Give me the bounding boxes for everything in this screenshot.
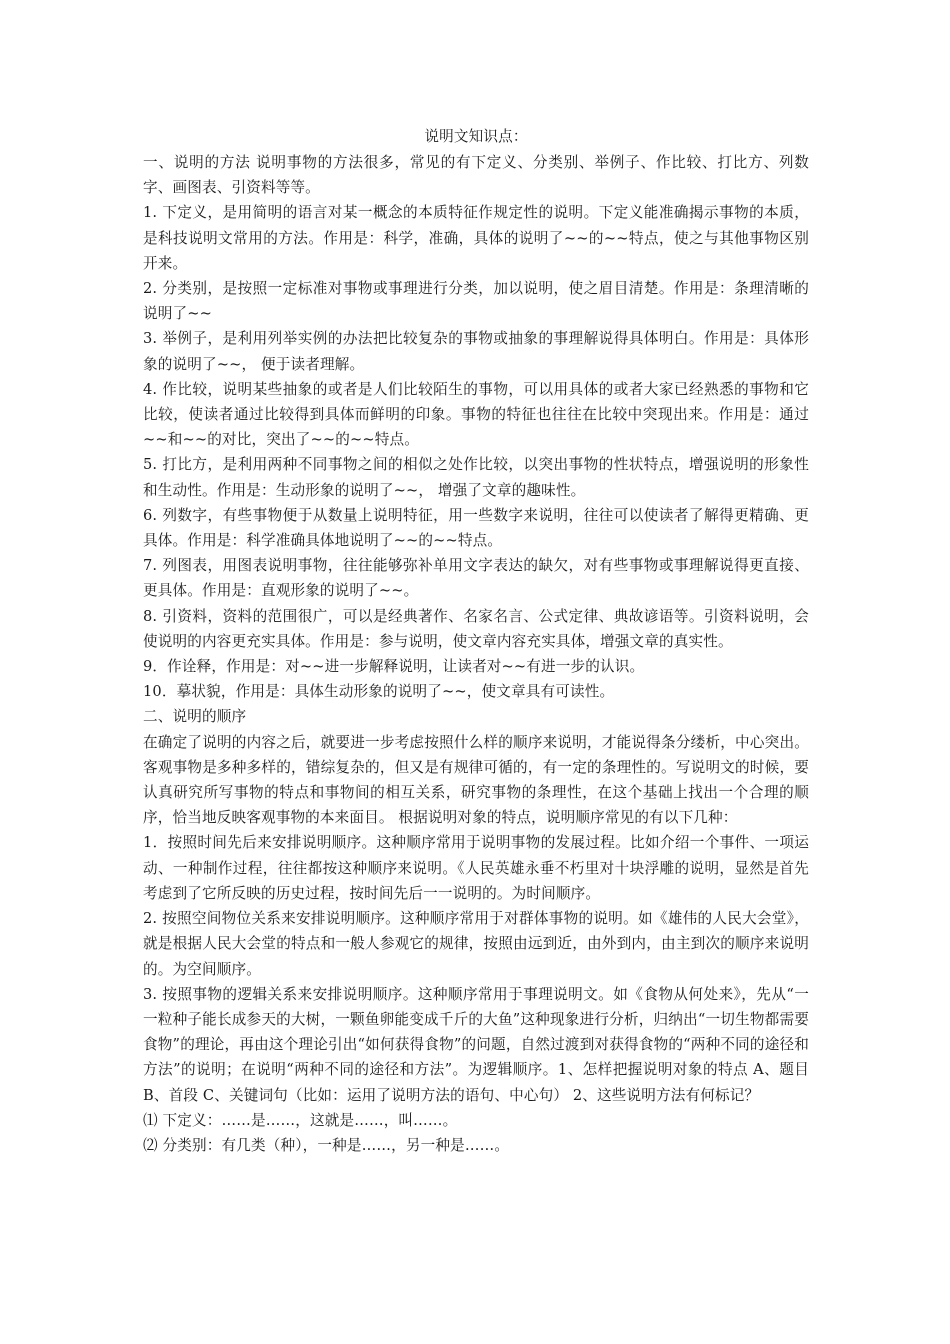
paragraph-marker-definition: ⑴ 下定义：……是……，这就是……，叫……。 [143,1111,458,1129]
paragraph-example: 3. 举例子，是利用列举实例的办法把比较复杂的事物或抽象的事理解说得具体明白。作用是：具体形象的说明了~~， 便于读者理解。 [143,330,809,373]
paragraph-charts: 7. 列图表，用图表说明事物，往往能够弥补单用文字表达的缺欠，对有些事物或事理解说得更直接、更具体。作用是：直观形象的说明了~~。 [143,557,809,600]
paragraph-order-intro: 在确定了说明的内容之后，就要进一步考虑按照什么样的顺序来说明，才能说得条分缕析，中心突出。客观事物是多种多样的，错综复杂的，但又是有规律可循的，有一定的条理性的。写说明文的时候，要认真研究所写事物的特点和事物间的相互关系，研究事物的条理性，在这个基础上找出一个合理的顺序，恰当地反映客观事物的本来面目。 根据说明对象的特点，说明顺序常见的有以下几种： [143,733,809,827]
paragraph-marker-classification: ⑵ 分类别：有几类（种），一种是……，另一种是……。 [143,1136,510,1154]
paragraph-interpretation: 9．作诠释，作用是：对~~进一步解释说明，让读者对~~有进一步的认识。 [143,658,645,676]
paragraph-citation: 8. 引资料，资料的范围很广，可以是经典著作、名家名言、公式定律、典故谚语等。引资料说明，会使说明的内容更充实具体。作用是：参与说明，使文章内容充实具体，增强文章的真实性。 [143,607,809,650]
paragraph-definition: 1. 下定义，是用简明的语言对某一概念的本质特征作规定性的说明。下定义能准确揭示事物的本质，是科技说明文常用的方法。作用是：科学，准确，具体的说明了~~的~~特点，使之与其他事物区别开来。 [143,204,809,272]
paragraph-time-order: 1．按照时间先后来安排说明顺序。这种顺序常用于说明事物的发展过程。比如介绍一个事件、一项运动、一种制作过程，往往都按这种顺序来说明。《人民英雄永垂不朽里对十块浮雕的说明，显然是首先考虑到了它所反映的历史过程，按时间先后一一说明的。为时间顺序。 [143,834,809,902]
paragraph-classification: 2. 分类别，是按照一定标准对事物或事理进行分类，加以说明，使之眉目清楚。作用是：条理清晰的说明了~~ [143,280,809,323]
paragraph-methods-intro: 一、说明的方法 说明事物的方法很多，常见的有下定义、分类别、举例子、作比较、打比方、列数字、画图表、引资料等等。 [143,154,809,197]
section-heading-order: 二、说明的顺序 [143,708,247,726]
paragraph-numbers: 6. 列数字，有些事物便于从数量上说明特征，用一些数字来说明，往往可以使读者了解得更精确、更具体。作用是：科学准确具体地说明了~~的~~特点。 [143,506,809,550]
paragraph-analogy: 5. 打比方，是利用两种不同事物之间的相似之处作比较，以突出事物的性状特点，增强说明的形象性和生动性。作用是：生动形象的说明了~~， 增强了文章的趣味性。 [143,456,809,499]
paragraph-description: 10．摹状貌，作用是：具体生动形象的说明了~~，使文章具有可读性。 [143,683,615,701]
paragraph-logic-order: 3. 按照事物的逻辑关系来安排说明顺序。这种顺序常用于事理说明文。如《食物从何处来》，先从“一一粒种子能长成参天的大树，一颗鱼卵能变成千斤的大鱼”这种现象进行分析，归纳出“一切生物都需要食物”的理论，再由这个理论引出“如何获得食物”的问题，自然过渡到对获得食物的“两种不同的途径和方法”的说明；在说明“两种不同的途径和方法”。为逻辑顺序。1、怎样把握说明对象的特点 A、题目 B、首段 C、关键词句（比如：运用了说明方法的语句、中心句） 2、这些说明方法有何标记？ [143,985,809,1104]
paragraph-comparison: 4. 作比较，说明某些抽象的或者是人们比较陌生的事物，可以用具体的或者大家已经熟悉的事物和它比较，使读者通过比较得到具体而鲜明的印象。事物的特征也往往在比较中突现出来。作用是：通过~~和~~的对比，突出了~~的~~特点。 [143,380,809,449]
document-page [143,124,809,1158]
document-title: 说明文知识点： [424,128,528,145]
paragraph-space-order: 2. 按照空间物位关系来安排说明顺序。这种顺序常用于对群体事物的说明。如《雄伟的人民大会堂》，就是根据人民大会堂的特点和一般人参观它的规律，按照由远到近，由外到内，由主到次的顺序来说明的。为空间顺序。 [143,910,809,978]
